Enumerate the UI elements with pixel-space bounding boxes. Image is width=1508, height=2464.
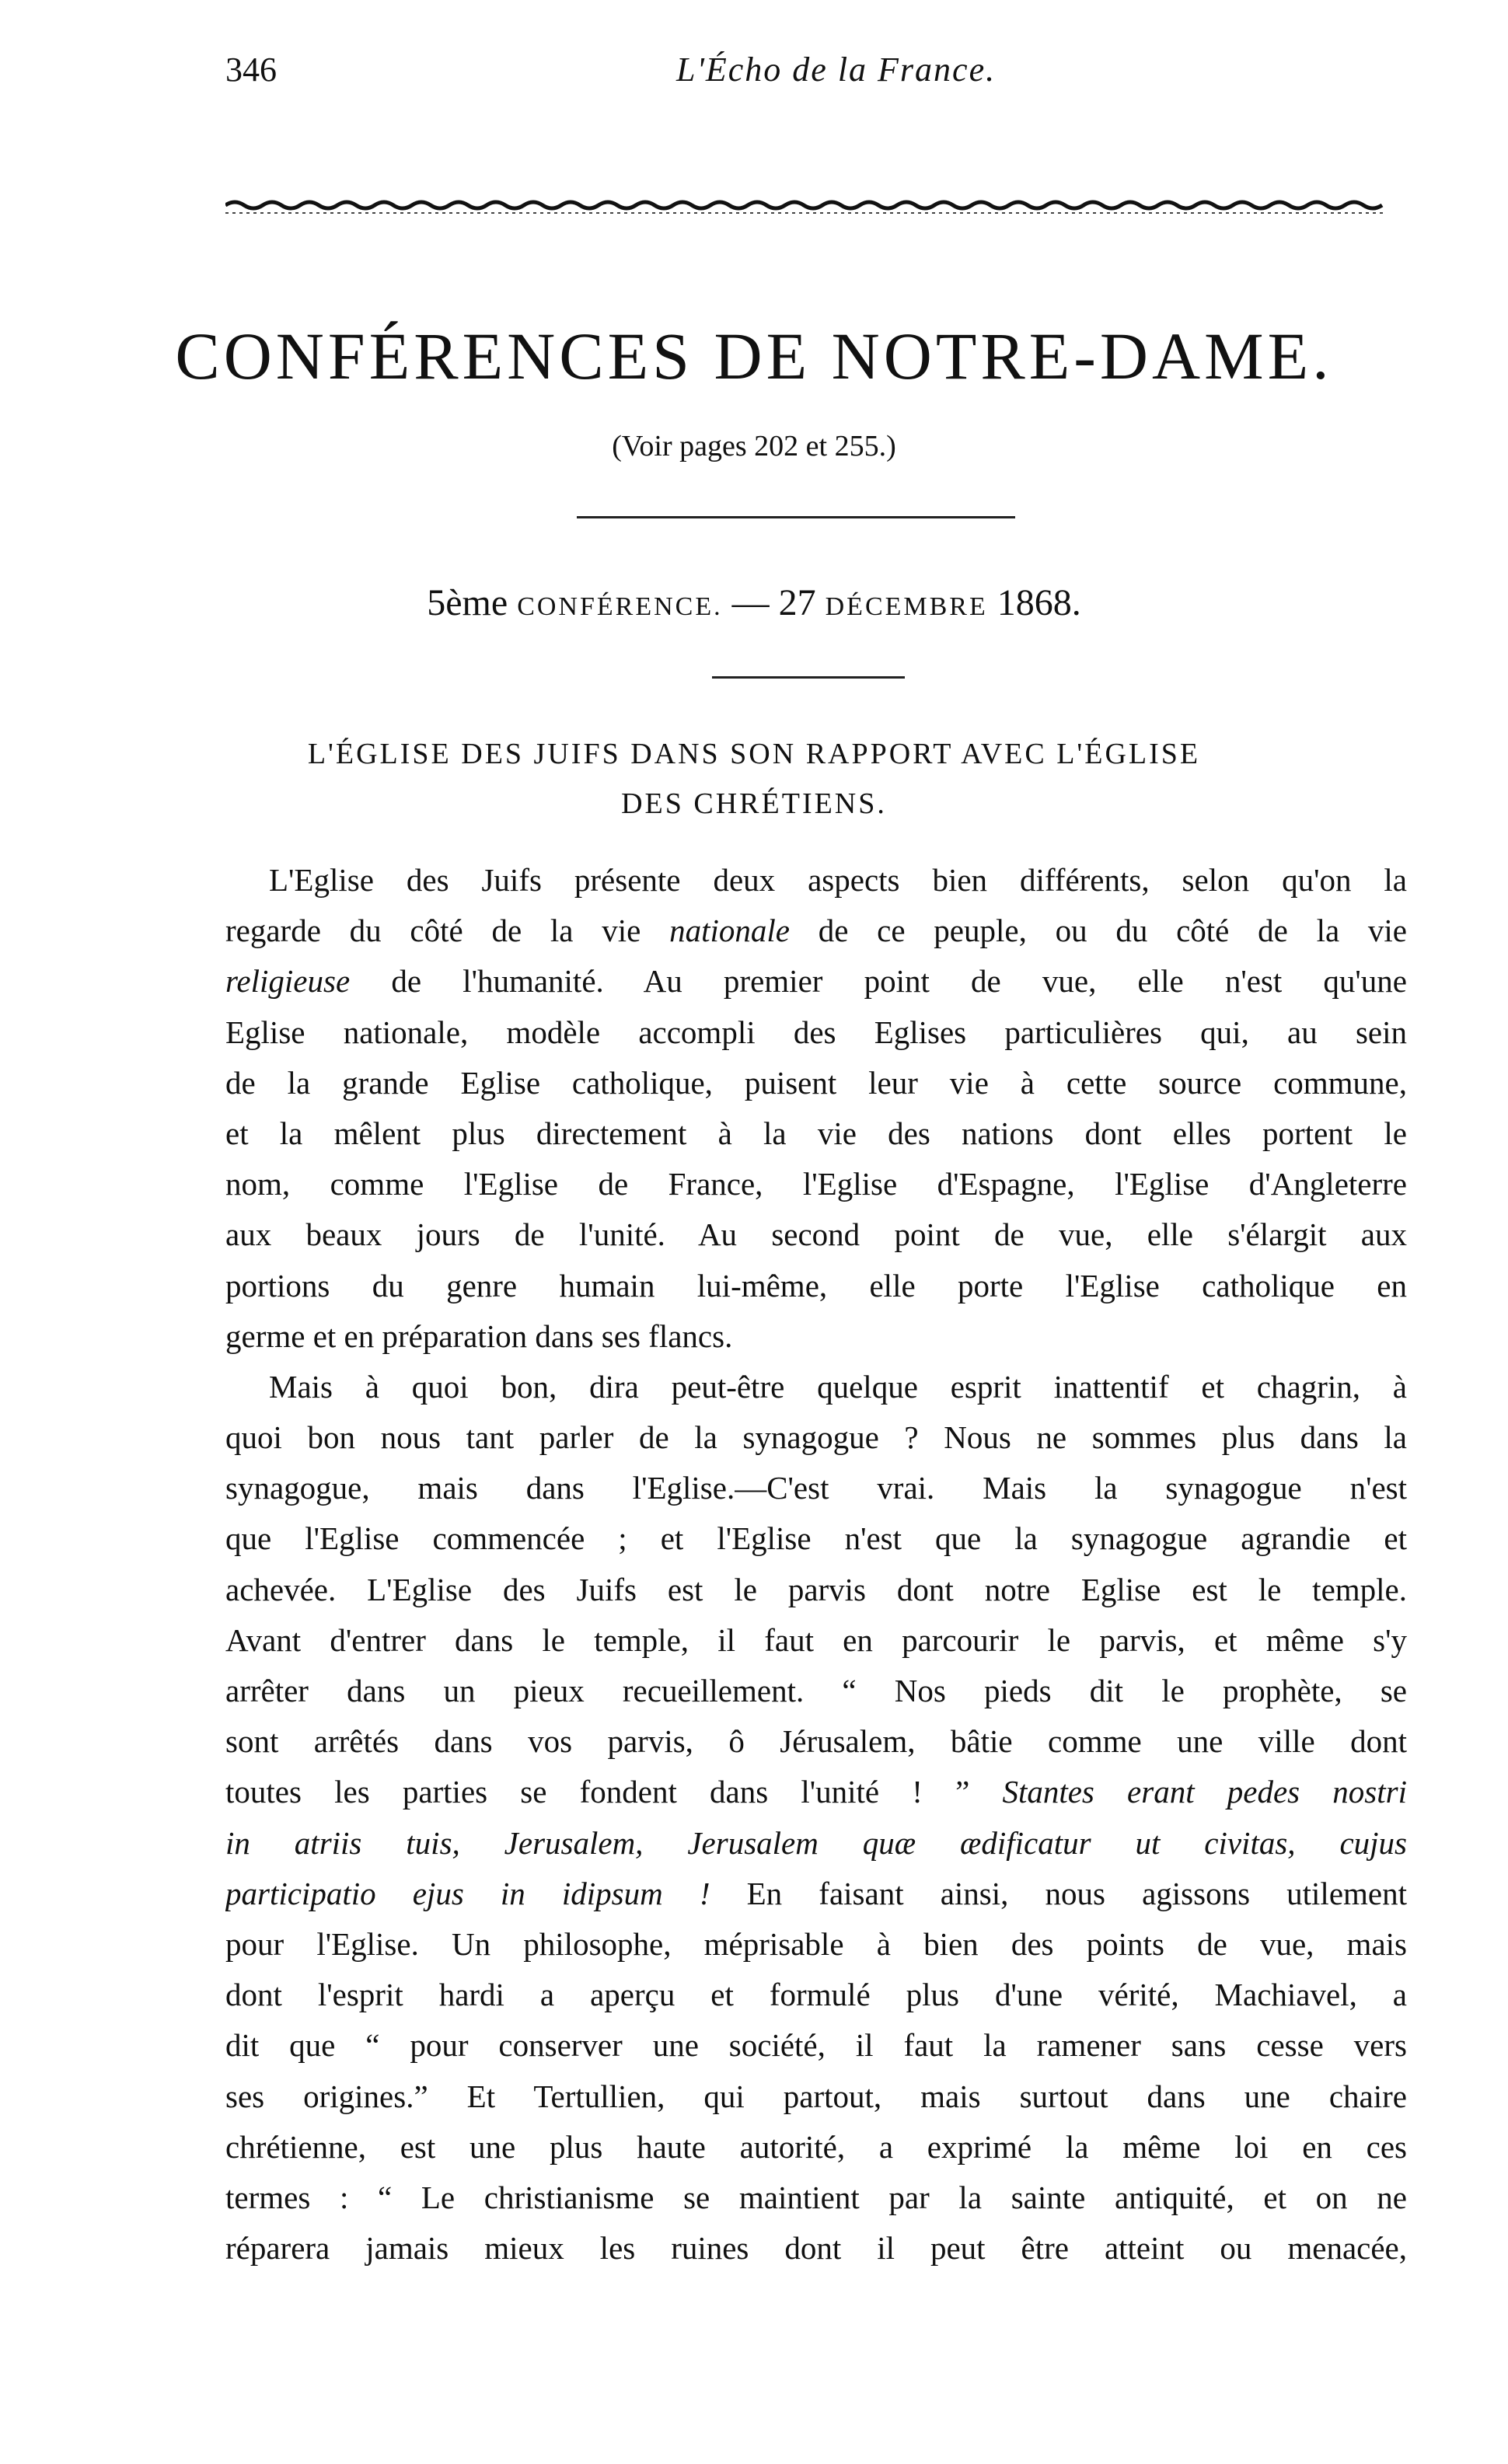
text-run: regarde du côté de la vie (225, 913, 670, 949)
divider-rule-short (712, 676, 905, 679)
text-line: sont arrêtés dans vos parvis, ô Jérusalem, bâtie comme une ville dont (225, 1723, 1407, 1760)
italic-run: in atriis tuis, Jerusalem, Jerusalem quæ ædificatur ut civitas, cujus (225, 1824, 1407, 1861)
conference-number: 5ème (427, 582, 508, 623)
italic-run: Stantes erant pedes nostri (1002, 1774, 1407, 1810)
conference-dash: — (731, 582, 770, 623)
text-run: En faisant ainsi, nous agissons utilement (710, 1875, 1407, 1911)
text-line: dit que “ pour conserver une société, il faut la ramener sans cesse vers (225, 2027, 1407, 2064)
text-line: Mais à quoi bon, dira peut-être quelque esprit inattentif et chagrin, à (269, 1368, 1407, 1405)
text-line: termes : “ Le christianisme se maintient par la sainte antiquité, et on ne (225, 2179, 1407, 2215)
page-number: 346 (225, 51, 277, 89)
text-line: arrêter dans un pieux recueillement. “ Nos pieds dit le prophète, se (225, 1673, 1407, 1708)
text-run: de ce peuple, ou du côté de la vie (789, 913, 1407, 949)
text-line (225, 906, 1407, 956)
text-line (225, 956, 1407, 1007)
conference-year: 1868. (997, 582, 1081, 623)
conference-day: 27 (778, 582, 816, 623)
article-body (225, 855, 1407, 2274)
text-line (225, 1767, 1407, 1817)
ornamental-rule (225, 196, 1384, 219)
text-line: portions du genre humain lui-même, elle porte l'Eglise catholique en (225, 1267, 1407, 1304)
conference-line (0, 581, 1508, 624)
conference-label: CONFÉRENCE. (517, 592, 723, 621)
text-line: synagogue, mais dans l'Eglise.—C'est vrai. Mais la synagogue n'est (225, 1470, 1407, 1506)
text-line: nom, comme l'Eglise de France, l'Eglise d'Espagne, l'Eglise d'Angleterre (225, 1166, 1407, 1202)
running-head (225, 50, 1407, 104)
text-line: réparera jamais mieux les ruines dont il peut être atteint ou menacée, (225, 2230, 1407, 2267)
section-heading (0, 729, 1508, 829)
text-line: dont l'esprit hardi a aperçu et formulé plus d'une vérité, Machiavel, a (225, 1977, 1407, 2013)
section-heading-line: L'ÉGLISE DES JUIFS DANS SON RAPPORT AVEC L'ÉGLISE (307, 738, 1201, 770)
text-run: de l'humanité. Au premier point de vue, elle n'est qu'une (350, 963, 1407, 1000)
divider-rule (577, 516, 1015, 518)
text-line: que l'Eglise commencée ; et l'Eglise n'est que la synagogue agrandie et (225, 1520, 1407, 1557)
italic-run: participatio ejus in idipsum ! (225, 1875, 710, 1911)
text-line: de la grande Eglise catholique, puisent leur vie à cette source commune, (225, 1064, 1407, 1101)
journal-title: L'Écho de la France. (676, 51, 997, 89)
italic-run: nationale (669, 913, 790, 949)
section-heading-line: DES CHRÉTIENS. (621, 787, 887, 820)
text-line: ses origines.” Et Tertullien, qui partout, mais surtout dans une chaire (225, 2078, 1407, 2114)
text-line: Eglise nationale, modèle accompli des Eglises particulières qui, au sein (225, 1014, 1407, 1050)
text-line (225, 1869, 1407, 1919)
article-title: CONFÉRENCES DE NOTRE-DAME. (175, 319, 1333, 393)
text-line: chrétienne, est une plus haute autorité, a exprimé la même loi en ces (225, 2128, 1407, 2165)
text-line: germe et en préparation dans ses flancs. (225, 1318, 733, 1354)
text-line (225, 1818, 1407, 1869)
text-line: Avant d'entrer dans le temple, il faut en parcourir le parvis, et même s'y (225, 1621, 1407, 1658)
text-run: toutes les parties se fondent dans l'unité ! ” (225, 1774, 1003, 1810)
conference-month: DÉCEMBRE (825, 592, 988, 621)
text-line: L'Eglise des Juifs présente deux aspects bien différents, selon qu'on la (269, 862, 1407, 898)
text-line: quoi bon nous tant parler de la synagogue ? Nous ne sommes plus dans la (225, 1419, 1407, 1456)
text-line: achevée. L'Eglise des Juifs est le parvis dont notre Eglise est le temple. (225, 1571, 1407, 1607)
text-line: aux beaux jours de l'unité. Au second point de vue, elle s'élargit aux (225, 1216, 1407, 1253)
text-line: et la mêlent plus directement à la vie des nations dont elles portent le (225, 1115, 1407, 1151)
text-line: pour l'Eglise. Un philosophe, méprisable à bien des points de vue, mais (225, 1925, 1407, 1962)
italic-run: religieuse (225, 963, 351, 1000)
article-subtitle: (Voir pages 202 et 255.) (612, 430, 896, 462)
